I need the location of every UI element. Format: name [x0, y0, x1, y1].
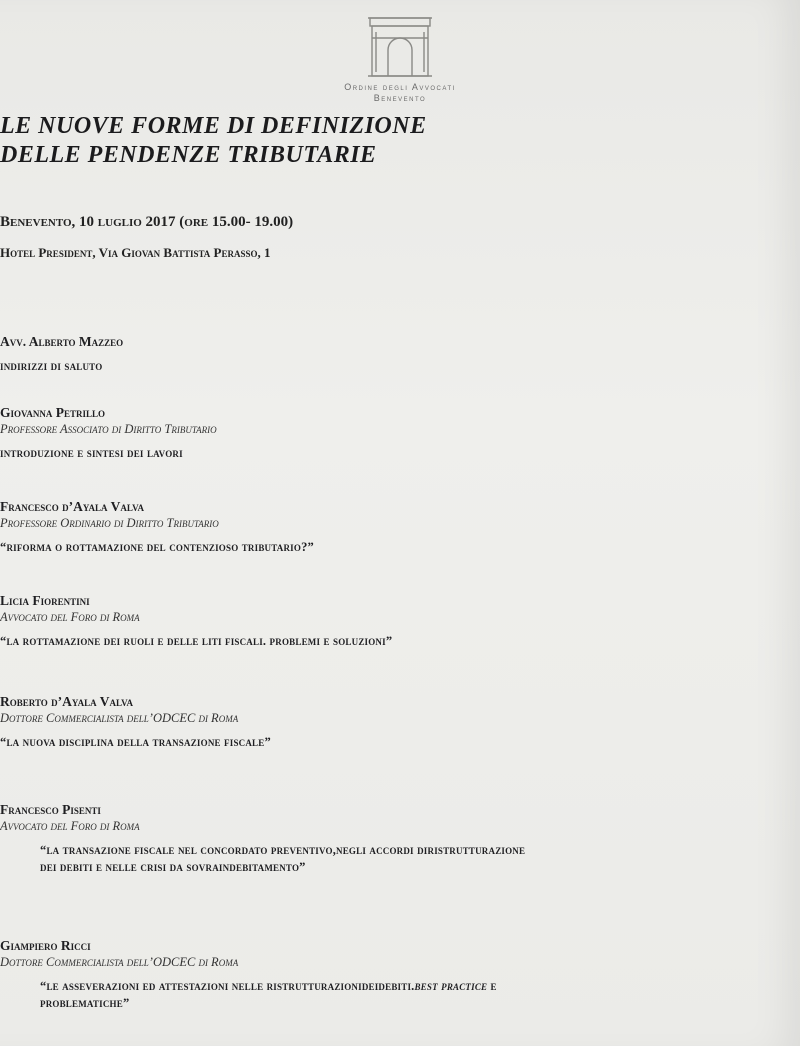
speaker-name: Francesco d’Ayala Valva	[0, 499, 144, 514]
talk-title-line-1: “la transazione fiscale nel concordato preventivo,negli accordi diristrutturazione	[40, 843, 526, 857]
talk-title: “la nuova disciplina della transazione fiscale”	[0, 735, 271, 749]
speaker-name: Giovanna Petrillo	[0, 405, 105, 420]
speaker-name: Roberto d’Ayala Valva	[0, 694, 133, 709]
header-logo	[0, 12, 800, 104]
talk-title: introduzione e sintesi dei lavori	[0, 446, 183, 460]
talk-title: indirizzi di saluto	[0, 359, 103, 373]
speaker-role: Professore Ordinario di Diritto Tributario	[0, 516, 219, 530]
talk-title-line-2: problematiche”	[40, 996, 130, 1010]
talk-title	[0, 842, 800, 876]
speaker-role: Avvocato del Foro di Roma	[0, 819, 140, 833]
speaker-role: Professore Associato di Diritto Tributario	[0, 422, 217, 436]
arch-logo-icon	[364, 12, 436, 82]
talk-title-line-2: dei debiti e nelle crisi da sovraindebitamento”	[40, 860, 306, 874]
speaker-block	[0, 592, 800, 650]
speaker-block	[0, 498, 800, 556]
talk-title	[0, 978, 800, 1012]
speaker-role: Avvocato del Foro di Roma	[0, 610, 140, 624]
speaker-role: Dottore Commercialista dell’ODCEC di Roma	[0, 711, 239, 725]
talk-title: “la rottamazione dei ruoli e delle liti fiscali. problemi e soluzioni”	[0, 634, 393, 648]
talk-title-end: e	[487, 979, 497, 993]
event-venue: Hotel President, Via Giovan Battista Perasso, 1	[0, 245, 271, 260]
event-date-time: Benevento, 10 luglio 2017 (ore 15.00- 19.00)	[0, 214, 294, 230]
speaker-name: Avv. Alberto Mazzeo	[0, 334, 124, 349]
title-line-1: LE NUOVE FORME DI DEFINIZIONE	[0, 113, 427, 139]
speaker-name: Licia Fiorentini	[0, 593, 90, 608]
talk-title-text: “le asseverazioni ed attestazioni nelle ristrutturazionideidebiti.	[40, 979, 415, 993]
talk-title-line-1	[40, 978, 760, 995]
speaker-block	[0, 333, 800, 375]
speaker-block	[0, 404, 800, 462]
talk-title: “riforma o rottamazione del contenzioso tributario?”	[0, 540, 314, 554]
speaker-block	[0, 937, 800, 1012]
event-title	[0, 112, 800, 170]
talk-title-emphasis: best practice	[414, 979, 488, 993]
org-name: Ordine degli Avvocati	[344, 82, 456, 92]
speaker-name: Francesco Pisenti	[0, 802, 101, 817]
speaker-block	[0, 801, 800, 876]
speaker-role: Dottore Commercialista dell’ODCEC di Roma	[0, 955, 239, 969]
speaker-name: Giampiero Ricci	[0, 938, 91, 953]
speaker-block	[0, 693, 800, 751]
org-city: Benevento	[373, 93, 427, 103]
title-line-2: DELLE PENDENZE TRIBUTARIE	[0, 142, 377, 168]
